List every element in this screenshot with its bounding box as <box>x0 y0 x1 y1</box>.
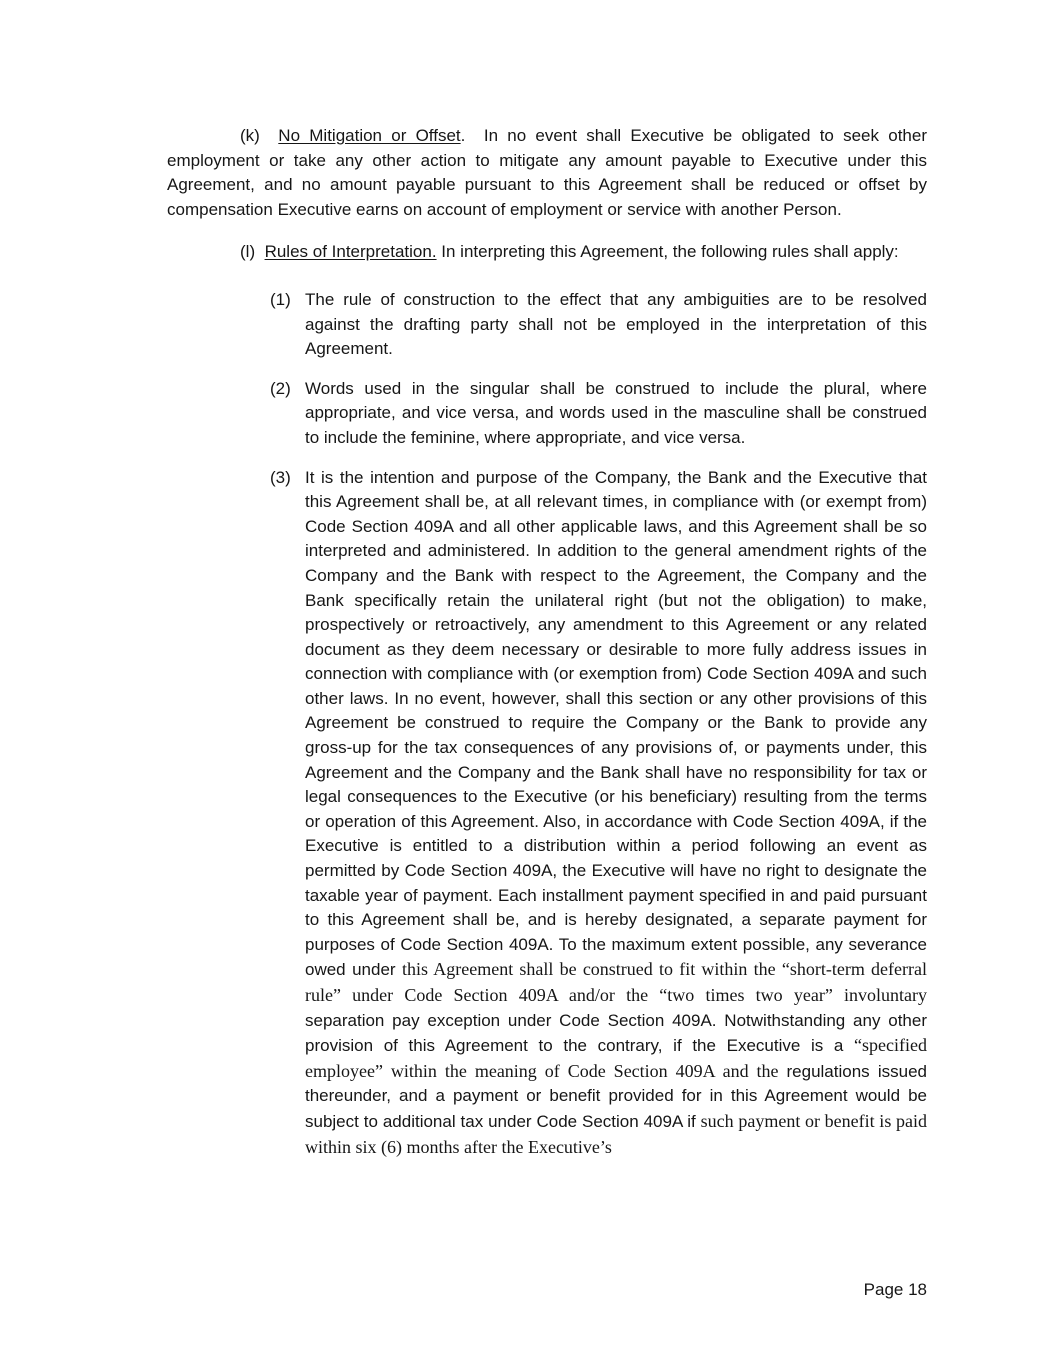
document-content <box>167 124 927 1160</box>
section-l-title: Rules of Interpretation. <box>264 242 437 262</box>
rule-body <box>305 288 927 362</box>
rule-item-1 <box>270 288 927 362</box>
rule-item-3 <box>270 466 927 1161</box>
section-k-label: (k) <box>240 126 260 145</box>
section-l-label: (l) <box>240 242 256 262</box>
section-k-title: No Mitigation or Offset <box>278 126 461 145</box>
text-segment-sans: It is the intention and purpose of the Company, the Bank and the Executive that this Agreement shall be, at all relevant times, in compliance with (or exempt from) Code Section 409A and all other applicable laws, and this Agreement shall be so interpreted and administered. In addition to the general amendment rights of the Company and the Bank with respect to the Agreement, the Company and the Bank specifically retain the unilateral right (but not the obligation) to make, prospectively or retroactively, any amendment to this Agreement or any related document as they deem necessary or desirable to more fully address issues in connection with compliance with (or exemption from) Code Section 409A and such other laws. In no event, however, shall this section or any other provisions of this Agreement be construed to require the Company or the Bank to provide any gross-up for the tax consequences of any provisions of, or payments under, this Agreement and the Company and the Bank shall have no responsibility for tax or legal consequences to the Executive (or his beneficiary) resulting from the terms or operation of this Agreement. Also, in accordance with Code Section 409A, if the Executive is entitled to a distribution within a period following an event as permitted by Code Section 409A, the Executive will have no right to designate the taxable year of payment. Each installment payment specified in and paid pursuant to this Agreement shall be, and is hereby designated, a separate payment for purposes of Code Section 409A. To the maximum extent possible, any severance owed under <box>305 467 927 980</box>
text-segment-sans: separation pay exception under Code Section 409A. Notwithstanding any other provision of this Agreement to the contrary, if the Executive is a <box>305 1010 927 1056</box>
section-l-body: In interpreting this Agreement, the following rules shall apply: <box>441 242 899 262</box>
rule-number: (3) <box>270 467 291 487</box>
page-number: Page 18 <box>863 1280 927 1299</box>
rule-number: (1) <box>270 289 291 309</box>
section-l-paragraph <box>167 240 927 265</box>
text-segment-sans: Words used in the singular shall be construed to include the plural, where appropriate, and vice versa, and words used in the masculine shall be construed to include the feminine, where appropriate, and vice versa. <box>305 378 927 447</box>
rule-body <box>305 377 927 451</box>
rule-item-2 <box>270 377 927 451</box>
section-k-body: In no event shall Executive be obligated to seek other employment or take any other action to mitigate any amount payable to Executive under this Agreement, and no amount payable pursuant to this Agreement shall be reduced or offset by compensation Executive earns on account of employment or service with another Person. <box>167 126 927 219</box>
text-segment-sans: regulations issued thereunder, and a payment or benefit provided for in this Agreement would be subject to additional tax under Code Section 409A if <box>305 1061 927 1131</box>
rule-number: (2) <box>270 378 291 398</box>
text-segment-serif: such payment or benefit is paid within six (6) months after the Executive’s <box>305 1110 927 1157</box>
rule-body <box>305 466 927 1161</box>
text-segment-sans: The rule of construction to the effect that any ambiguities are to be resolved against the drafting party shall not be employed in the interpretation of this Agreement. <box>305 289 927 359</box>
section-k-paragraph <box>167 124 927 222</box>
text-segment-serif: “specified employee” within the meaning of Code Section 409A and the <box>305 1035 927 1081</box>
interpretation-rules-list <box>270 288 927 1160</box>
text-segment-serif: this Agreement shall be construed to fit within the “short-term deferral rule” under Code Section 409A and/or the “two times two year” involuntary <box>305 959 927 1005</box>
section-k-title-period: . <box>460 126 466 145</box>
